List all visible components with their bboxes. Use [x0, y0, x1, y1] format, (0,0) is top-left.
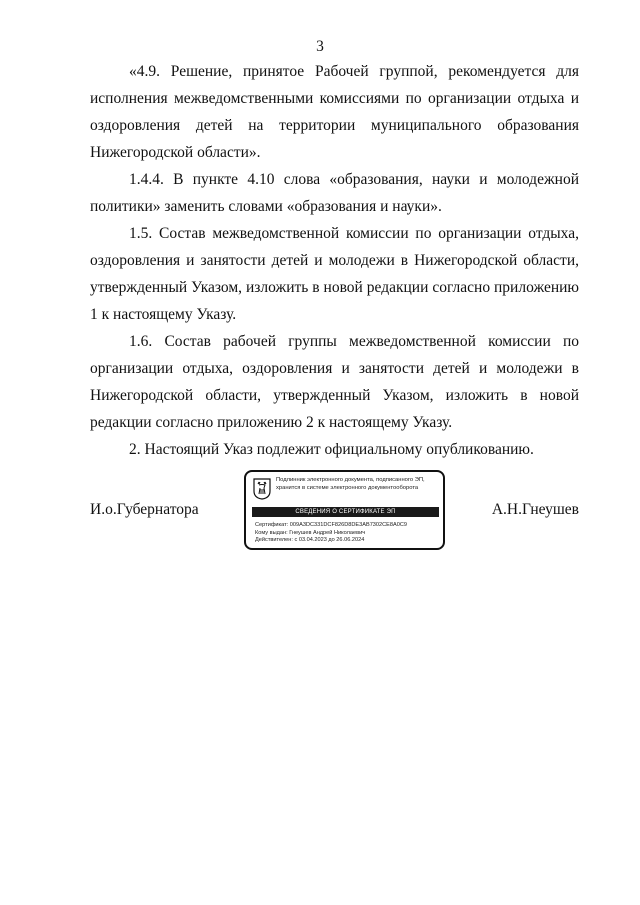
- nizhny-novgorod-deer-emblem-icon: [253, 478, 271, 500]
- stamp-certificate: Сертификат: 009A3DC331DCF826D8DE3AB7302CE8A0C9: [255, 522, 408, 528]
- signatory-name: А.Н.Гнеушев: [491, 501, 579, 518]
- signatory-position: И.о.Губернатора: [90, 501, 199, 518]
- paragraph-1-6: 1.6. Состав рабочей группы межведомственной комиссии по организации отдыха, оздоровления и занятости детей и молодежи в Нижегородской области, утвержденный Указом, изложить в новой редакции согласно приложению 2 к настоящему Указу.: [90, 333, 579, 431]
- paragraph-1-4-4: 1.4.4. В пункте 4.10 слова «образования, науки и молодежной политики» заменить словами «образования и науки».: [90, 171, 579, 215]
- electronic-signature-stamp: [244, 470, 445, 550]
- paragraph-2: 2. Настоящий Указ подлежит официальному опубликованию.: [129, 441, 534, 458]
- stamp-header: [276, 477, 442, 492]
- stamp-header-line1: Подлинник электронного документа, подписанного ЭП,: [276, 477, 425, 483]
- page-number: 3: [316, 38, 324, 55]
- stamp-issued-to: Кому выдан: Гнеушев Андрей Николаевич: [255, 529, 366, 536]
- stamp-header-line2: хранится в системе электронного документооборота: [276, 484, 419, 491]
- document-body: [90, 58, 579, 463]
- paragraph-4-9: «4.9. Решение, принятое Рабочей группой, рекомендуется для исполнения межведомственными комиссиями по организации отдыха и оздоровления детей на территории муниципального образования Нижегородской области».: [90, 63, 579, 161]
- stamp-valid: Действителен: с 03.04.2023 до 26.06.2024: [255, 537, 365, 544]
- stamp-title: СВЕДЕНИЯ О СЕРТИФИКАТЕ ЭП: [252, 507, 439, 517]
- stamp-details: [255, 522, 407, 545]
- paragraph-1-5: 1.5. Состав межведомственной комиссии по организации отдыха, оздоровления и занятости детей и молодежи в Нижегородской области, утвержденный Указом, изложить в новой редакции согласно приложению 1 к настоящему Указу.: [90, 225, 579, 323]
